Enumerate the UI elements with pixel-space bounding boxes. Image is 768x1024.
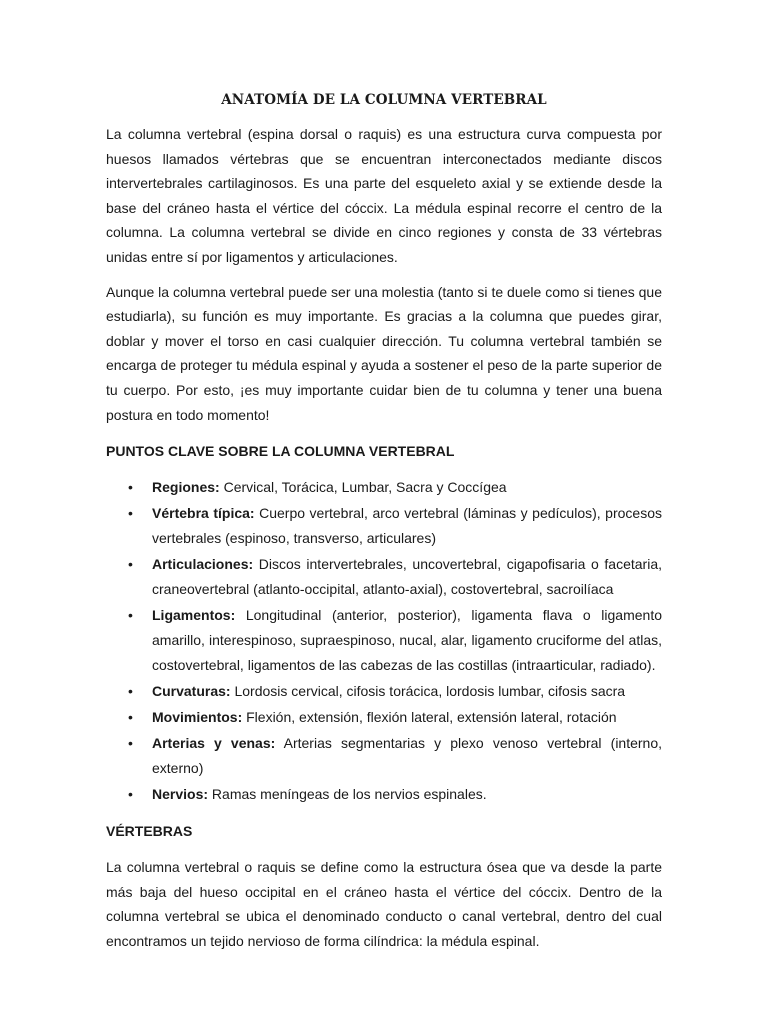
key-point-text: Flexión, extensión, flexión lateral, extensión lateral, rotación	[242, 709, 617, 726]
page-title: ANATOMÍA DE LA COLUMNA VERTEBRAL	[221, 92, 547, 108]
bullet-icon: •	[128, 709, 133, 726]
key-point-text: Discos intervertebrales, uncovertebral, cigapofisaria o facetaria, craneovertebral (atlanto-occipital, atlanto-axial), costovertebral, sacroilíaca	[152, 556, 662, 598]
key-point-label: Movimientos:	[152, 709, 243, 726]
key-point-text: Longitudinal (anterior, posterior), ligamenta flava o ligamento amarillo, interespinoso, supraespinoso, nucal, alar, ligamento cruciforme del atlas, costovertebral, ligamentos de las cabezas de las costillas (intraarticular, radiado).	[152, 607, 662, 674]
bullet-icon: •	[128, 607, 133, 624]
bullet-icon: •	[128, 556, 133, 573]
bullet-icon: •	[128, 683, 133, 700]
list-item	[106, 475, 662, 500]
key-point-text: Ramas meníngeas de los nervios espinales.	[208, 786, 487, 803]
key-point-label: Curvaturas:	[152, 683, 231, 700]
bullet-icon: •	[128, 786, 133, 803]
key-point-label: Articulaciones:	[152, 556, 254, 573]
vertebras-paragraph: La columna vertebral o raquis se define como la estructura ósea que va desde la parte más baja del hueso occipital en el cráneo hasta el vértice del cóccix. Dentro de la columna vertebral se ubica el denominado conducto o canal vertebral, dentro del cual encontramos un tejido nervioso de forma cilíndrica: la médula espinal.	[106, 859, 662, 949]
list-item	[106, 603, 662, 678]
vertebras-heading: VÉRTEBRAS	[106, 823, 193, 840]
key-point-text: Cervical, Torácica, Lumbar, Sacra y Coccígea	[219, 479, 507, 496]
key-points-list	[106, 475, 662, 807]
intro-paragraph: La columna vertebral (espina dorsal o raquis) es una estructura curva compuesta por huesos llamados vértebras que se encuentran interconectados mediante discos intervertebrales cartilaginosos. Es una parte del esqueleto axial y se extiende desde la base del cráneo hasta el vértice del cóccix. La médula espinal recorre el centro de la columna. La columna vertebral se divide en cinco regiones y consta de 33 vértebras unidas entre sí por ligamentos y articulaciones.	[106, 126, 662, 265]
list-item	[106, 552, 662, 602]
key-point-text: Cuerpo vertebral, arco vertebral (láminas y pedículos), procesos vertebrales (espinoso, transverso, articulares)	[152, 505, 662, 547]
key-point-label: Regiones:	[152, 479, 220, 496]
list-item	[106, 705, 662, 730]
key-point-label: Vértebra típica:	[152, 505, 255, 522]
key-points-heading: PUNTOS CLAVE SOBRE LA COLUMNA VERTEBRAL	[106, 443, 455, 460]
importance-paragraph: Aunque la columna vertebral puede ser una molestia (tanto si te duele como si tienes que estudiarla), su función es muy importante. Es gracias a la columna que puedes girar, doblar y mover el torso en casi cualquier dirección. Tu columna vertebral también se encarga de proteger tu médula espinal y ayuda a sostener el peso de la parte superior de tu cuerpo. Por esto, ¡es muy importante cuidar bien de tu columna y tener una buena postura en todo momento!	[106, 283, 662, 423]
list-item	[106, 501, 662, 551]
key-point-text: Arterias segmentarias y plexo venoso vertebral (interno, externo)	[152, 735, 663, 777]
bullet-icon: •	[128, 505, 133, 522]
bullet-icon: •	[128, 479, 133, 496]
list-item	[106, 782, 662, 807]
document-page	[106, 92, 662, 964]
bullet-icon: •	[128, 735, 133, 752]
key-point-text: Lordosis cervical, cifosis torácica, lordosis lumbar, cifosis sacra	[230, 683, 626, 700]
key-point-label: Nervios:	[152, 786, 209, 803]
list-item	[106, 731, 662, 781]
key-point-label: Ligamentos:	[152, 607, 236, 624]
key-point-label: Arterias y venas:	[152, 735, 276, 752]
list-item	[106, 679, 662, 704]
